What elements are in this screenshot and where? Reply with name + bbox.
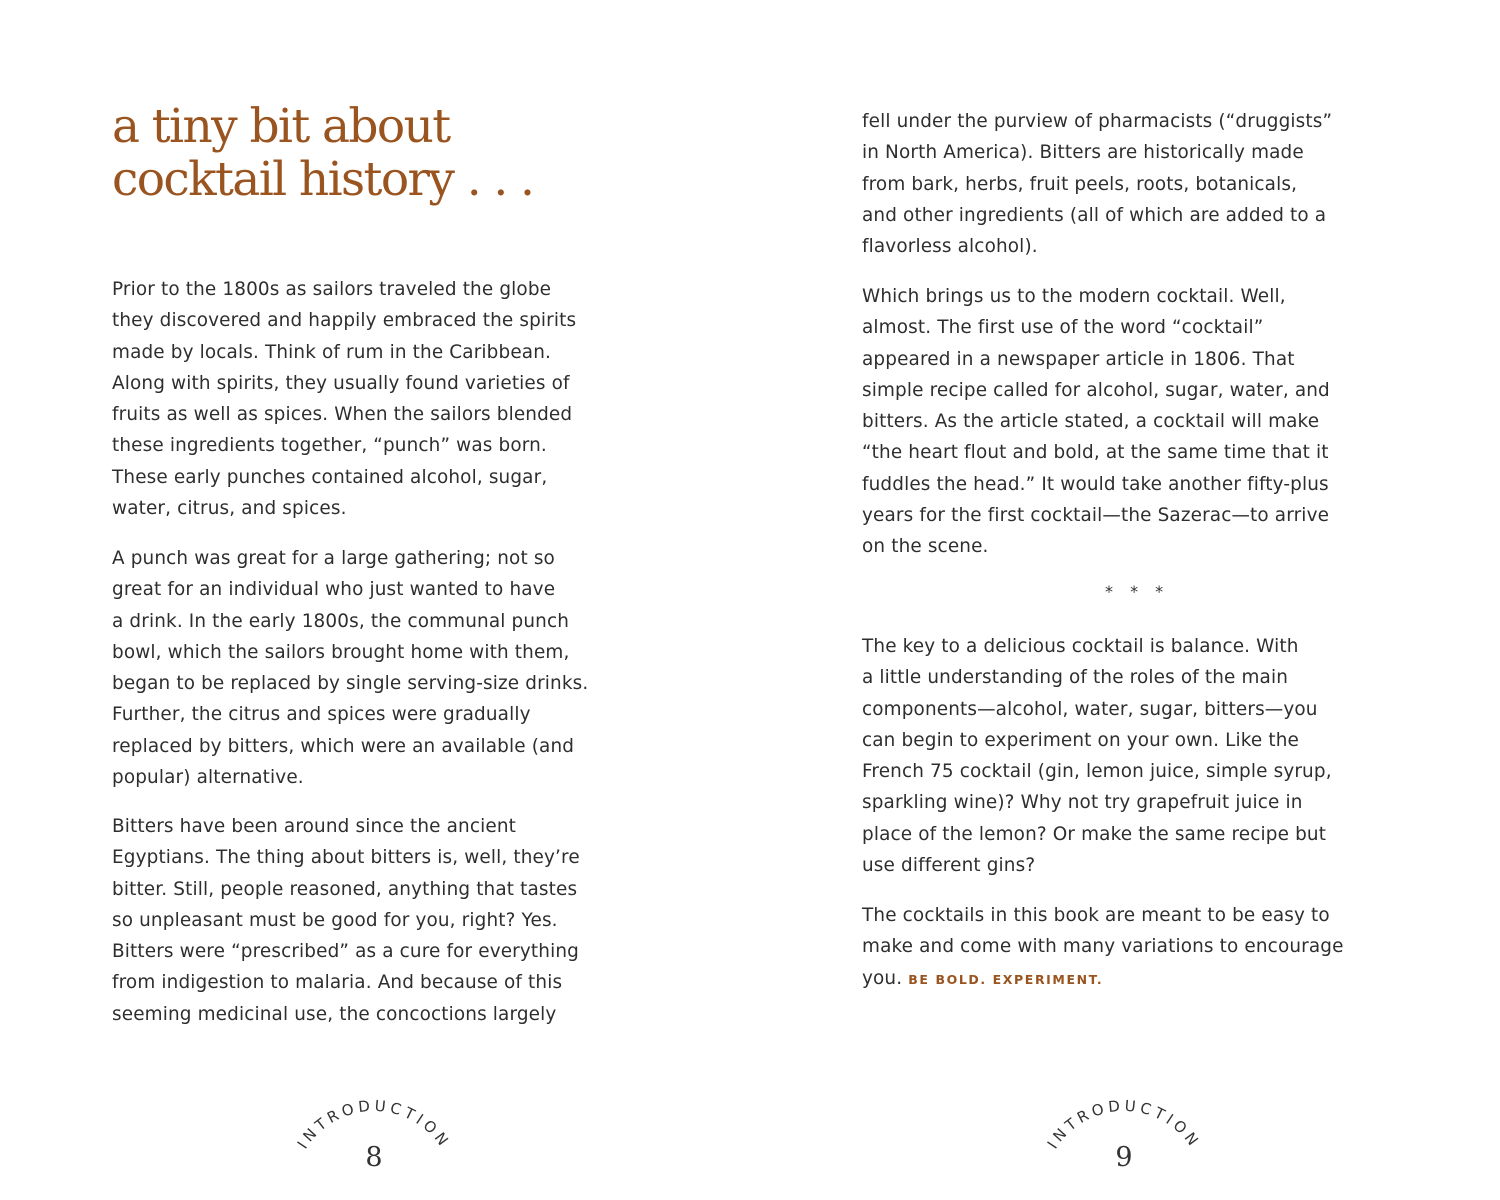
text-line: fuddles the head.” It would take another fifty-plus — [862, 473, 1329, 495]
text-line — [862, 963, 1344, 995]
folio-section: INTRODUCTION — [293, 1096, 455, 1153]
page-folio — [1034, 1094, 1214, 1184]
text-line: make and come with many variations to encourage — [862, 936, 1344, 958]
paragraph — [862, 106, 1332, 262]
text-line: seeming medicinal use, the concoctions largely — [112, 1003, 557, 1025]
text-line: Egyptians. The thing about bitters is, well, they’re — [112, 847, 580, 869]
text-line: and other ingredients (all of which are added to a — [862, 204, 1327, 226]
text-line: years for the first cocktail—the Sazerac—to arrive — [862, 505, 1330, 527]
folio-section: INTRODUCTION — [1043, 1096, 1205, 1153]
paragraph — [862, 900, 1344, 995]
text-line: use different gins? — [862, 855, 1036, 877]
text-line: Bitters were “prescribed” as a cure for everything — [112, 941, 579, 963]
paragraph — [112, 274, 576, 524]
text-line: “the heart flout and bold, at the same time that it — [862, 442, 1329, 464]
text-line: in North America). Bitters are historically made — [862, 142, 1304, 164]
right-page — [750, 0, 1500, 1200]
text-line: simple recipe called for alcohol, sugar, water, and — [862, 379, 1330, 401]
paragraph — [862, 281, 1330, 563]
text-line: place of the lemon? Or make the same recipe but — [862, 823, 1327, 845]
text-line: The cocktails in this book are meant to be easy to — [862, 905, 1330, 926]
paragraph — [112, 543, 588, 793]
text-line: from bark, herbs, fruit peels, roots, botanicals, — [862, 173, 1298, 195]
closing-accent: BE BOLD. EXPERIMENT. — [908, 971, 1104, 987]
page-number: 9 — [1115, 1142, 1133, 1173]
text-line: fruits as well as spices. When the sailors blended — [112, 404, 573, 426]
page-folio — [284, 1094, 464, 1184]
text-line: These early punches contained alcohol, sugar, — [112, 466, 548, 488]
text-line: Prior to the 1800s as sailors traveled the globe — [112, 279, 552, 300]
text-line: began to be replaced by single serving-size drinks. — [112, 673, 589, 695]
text-line: on the scene. — [862, 536, 989, 558]
text-line: made by locals. Think of rum in the Caribbean. — [112, 341, 551, 363]
text-line: flavorless alcohol). — [862, 236, 1038, 258]
text-line: A punch was great for a large gathering; not so — [112, 548, 555, 569]
text-line: fell under the purview of pharmacists (“druggists” — [862, 111, 1333, 132]
paragraph — [862, 631, 1332, 881]
text-line: bowl, which the sailors brought home with them, — [112, 641, 570, 663]
text-line: a drink. In the early 1800s, the communal punch — [112, 610, 570, 632]
text-line: Further, the citrus and spices were gradually — [112, 704, 531, 726]
text-line: from indigestion to malaria. And because of this — [112, 972, 563, 994]
text-line: bitter. Still, people reasoned, anything that tastes — [112, 878, 578, 900]
text-line: a little understanding of the roles of the main — [862, 667, 1289, 689]
title-line: cocktail history . . . — [112, 152, 534, 207]
section-separator: * * * — [1105, 582, 1170, 601]
text-line: components—alcohol, water, sugar, bitters—you — [862, 698, 1318, 720]
text-fragment: you. — [862, 967, 903, 989]
text-line: can begin to experiment on your own. Like the — [862, 729, 1299, 751]
text-line: Which brings us to the modern cocktail. Well, — [862, 286, 1286, 307]
text-line: Along with spirits, they usually found varieties of — [112, 372, 570, 394]
text-line: water, citrus, and spices. — [112, 498, 347, 520]
title-line: a tiny bit about — [112, 99, 450, 154]
chapter-title — [112, 100, 533, 206]
text-line: these ingredients together, “punch” was born. — [112, 435, 547, 457]
text-line: great for an individual who just wanted to have — [112, 579, 556, 601]
text-line: Bitters have been around since the ancient — [112, 816, 517, 837]
text-line: popular) alternative. — [112, 767, 304, 789]
text-line: appeared in a newspaper article in 1806. That — [862, 348, 1295, 370]
text-line: sparkling wine)? Why not try grapefruit juice in — [862, 792, 1303, 814]
text-line: replaced by bitters, which were an available (and — [112, 735, 575, 757]
text-line: French 75 cocktail (gin, lemon juice, simple syrup, — [862, 761, 1332, 783]
text-line: almost. The first use of the word “cocktail” — [862, 317, 1264, 339]
paragraph — [112, 811, 580, 1030]
text-line: The key to a delicious cocktail is balance. With — [862, 636, 1299, 657]
text-line: they discovered and happily embraced the spirits — [112, 310, 577, 332]
text-line: so unpleasant must be good for you, right? Yes. — [112, 909, 558, 931]
text-line: bitters. As the article stated, a cocktail will make — [862, 411, 1320, 433]
page-number: 8 — [365, 1142, 383, 1173]
